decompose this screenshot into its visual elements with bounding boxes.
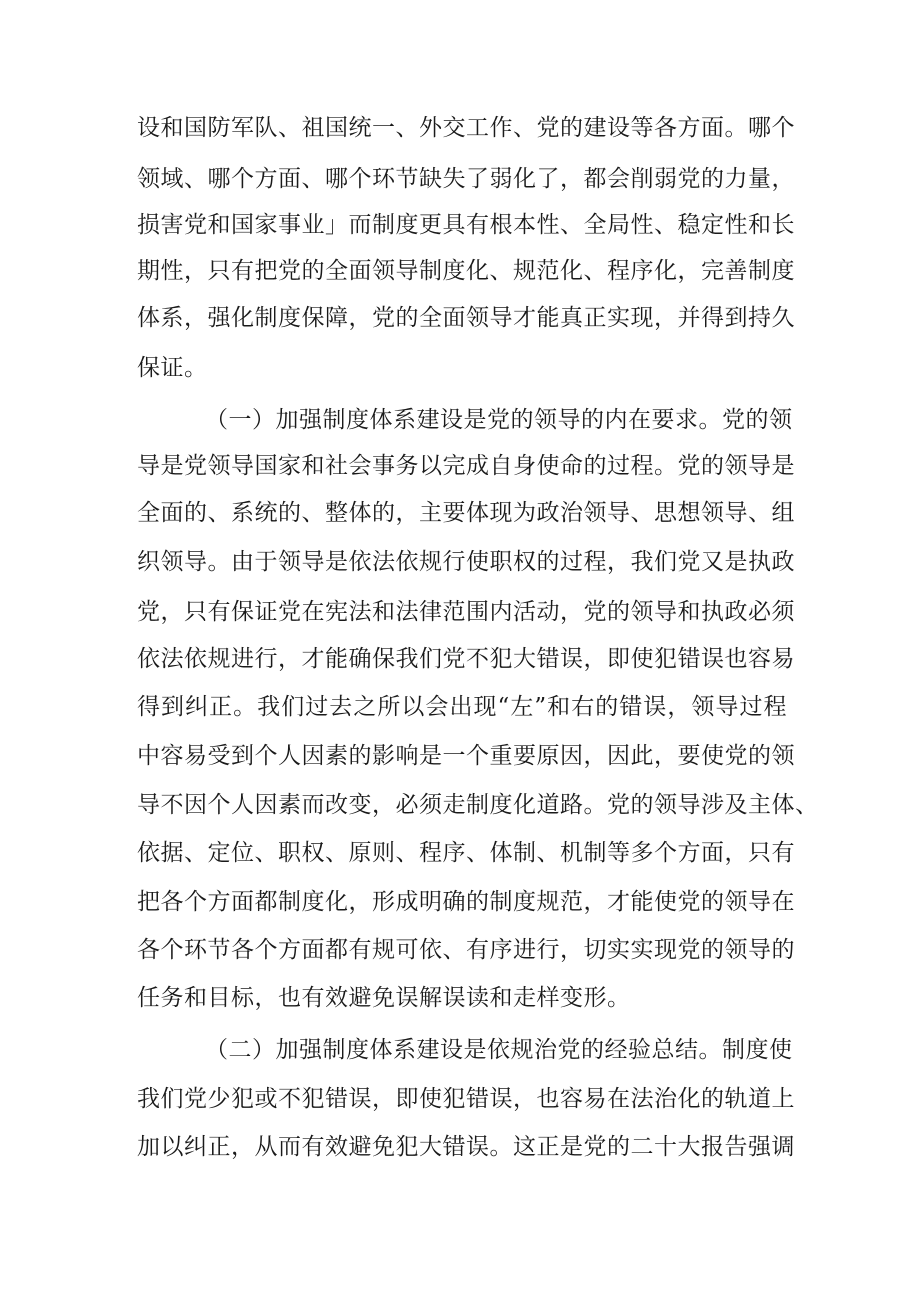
- text-line: 加以纠正，从而有效避免犯大错误。这正是党的二十大报告强调: [137, 1134, 795, 1160]
- text-line: 导是党领导国家和社会事务以完成自身使命的过程。党的领导是: [137, 453, 795, 479]
- text-line: 中容易受到个人因素的影响是一个重要原因，因此，要使党的领: [137, 743, 795, 769]
- text-line: 保证。: [137, 355, 208, 381]
- text-line: 领域、哪个方面、哪个环节缺失了弱化了，都会削弱党的力量，: [137, 166, 795, 192]
- text-line: 党，只有保证党在宪法和法律范围内活动，党的领导和执政必须: [137, 599, 795, 625]
- text-line: 体系，强化制度保障，党的全面领导才能真正实现，并得到持久: [137, 305, 795, 331]
- text-line: 损害党和国家事业」而制度更具有根本性、全局性、稳定性和长: [137, 212, 795, 238]
- paragraph-heading-line: （二）加强制度体系建设是依规治党的经验总结。制度使: [205, 1037, 793, 1063]
- text-line: 期性，只有把党的全面领导制度化、规范化、程序化，完善制度: [137, 258, 795, 284]
- text-line: 织领导。由于领导是依法依规行使职权的过程，我们党又是执政: [137, 549, 795, 575]
- text-line: 得到纠正。我们过去之所以会出现“左”和右的错误，领导过程: [137, 694, 787, 720]
- text-line: 设和国防军队、祖国统一、外交工作、党的建设等各方面。哪个: [137, 115, 795, 141]
- text-line: 导不因个人因素而改变，必须走制度化道路。党的领导涉及主体、: [137, 792, 819, 818]
- text-line: 我们党少犯或不犯错误，即使犯错误，也容易在法治化的轨道上: [137, 1086, 795, 1112]
- text-line: 把各个方面都制度化，形成明确的制度规范，才能使党的领导在: [137, 889, 795, 915]
- text-line: 依法依规进行，才能确保我们党不犯大错误，即使犯错误也容易: [137, 646, 795, 672]
- text-line: 任务和目标，也有效避免误解误读和走样变形。: [137, 985, 631, 1011]
- text-line: 全面的、系统的、整体的，主要体现为政治领导、思想领导、组: [137, 500, 795, 526]
- text-line: 依据、定位、职权、原则、程序、体制、机制等多个方面，只有: [137, 840, 795, 866]
- text-line: 各个环节各个方面都有规可依、有序进行，切实实现党的领导的: [137, 937, 795, 963]
- paragraph-heading-line: （一）加强制度体系建设是党的领导的内在要求。党的领: [205, 407, 793, 433]
